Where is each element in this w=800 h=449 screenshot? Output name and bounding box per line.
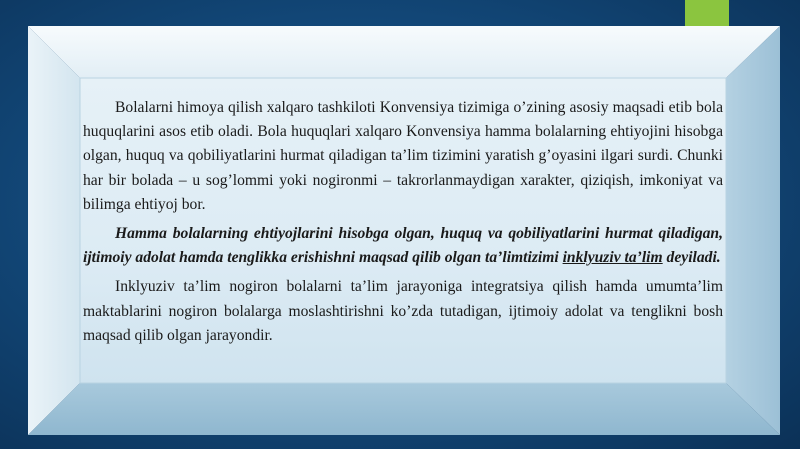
bevel-right	[726, 26, 780, 435]
paragraph-1: Bolalarni himoya qilish xalqaro tashkiloti Konvensiya tizimiga o’zining asosiy maqsadi etib bola huquqlarini asos etib oladi. Bola huquqlari xalqaro Konvensiya hamma bolalarning ehtiyojini hisobga olgan, huquq va qobiliyatlarini hurmat qiladigan ta’lim tizimini yaratish g’oyasini ilgari surdi. Chunki har bir bolada – u sog’lommi yoki nogironmi – takrorlanmaydigan xarakter, qiziqish, imkoniyat va bilimga ehtiyoj bor.	[83, 99, 723, 213]
paragraph-2-definition	[83, 222, 723, 270]
definition-ending: deyiladi.	[662, 249, 721, 267]
term-inklyuziv-talim: inklyuziv ta’lim	[562, 249, 663, 267]
definition-text: Hamma bolalarning ehtiyojlarini hisobga olgan, huquq va qobiliyatlarini hurmat qiladigan, ijtimoiy adolat hamda tenglikka erishishni maqsad qilib olgan ta’limtizimi	[83, 225, 723, 267]
bevel-bottom	[28, 383, 780, 435]
bevel-top	[28, 26, 780, 78]
bevel-left	[28, 26, 80, 435]
paragraph-3: Inklyuziv ta’lim nogiron bolalarni ta’lim jarayoniga integratsiya qilish hamda umumta’lim maktablarini nogiron bolalarga moslashtirishni ko’zda tutadigan, ijtimoiy adolat va tenglikni bosh maqsad qilib olgan jarayondir.	[83, 278, 723, 344]
accent-tab	[685, 0, 729, 26]
slide-text	[83, 96, 723, 353]
